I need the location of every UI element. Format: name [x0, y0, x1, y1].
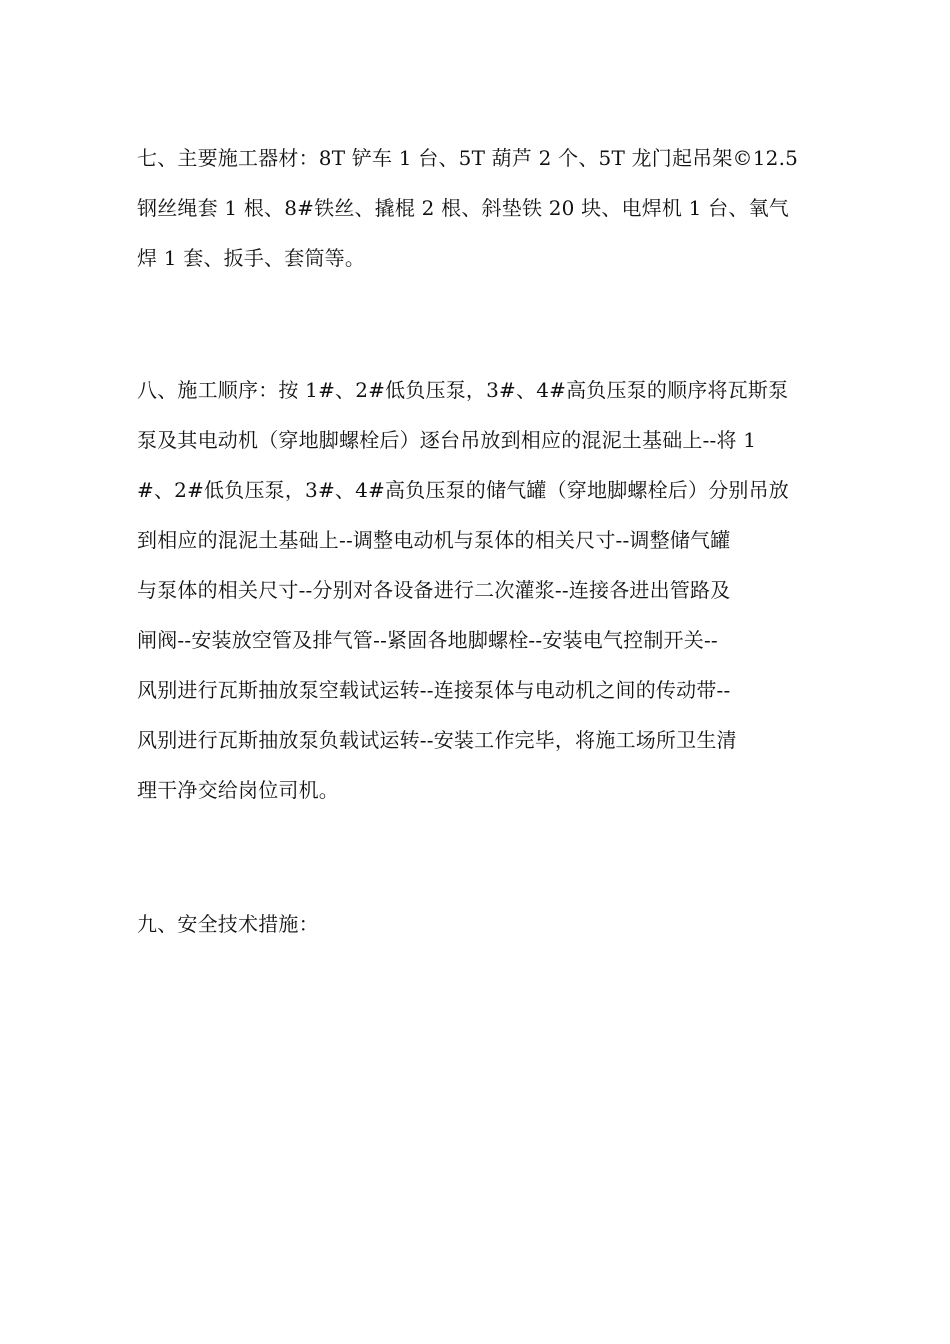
text-line: 八、施工顺序：按 1#、2#低负压泵，3#、4#高负压泵的顺序将瓦斯泵: [137, 378, 789, 402]
text-line: 风别进行瓦斯抽放泵空载试运转--连接泵体与电动机之间的传动带--: [137, 678, 731, 702]
text-line: 理干净交给岗位司机。: [137, 778, 339, 802]
text-line: 风别进行瓦斯抽放泵负载试运转--安装工作完毕，将施工场所卫生清: [137, 728, 737, 752]
text-line: 到相应的混泥土基础上--调整电动机与泵体的相关尺寸--调整储气罐: [137, 528, 731, 552]
section-construction-sequence: [137, 365, 813, 815]
section-heading: 九、安全技术措施：: [137, 912, 319, 936]
text-line: 泵及其电动机（穿地脚螺栓后）逐台吊放到相应的混泥土基础上--将 1: [137, 428, 757, 452]
text-line: 焊 1 套、扳手、套筒等。: [137, 246, 366, 270]
section-safety-measures: [137, 899, 813, 949]
section-equipment: [137, 133, 813, 283]
text-line: 与泵体的相关尺寸--分别对各设备进行二次灌浆--连接各进出管路及: [137, 578, 731, 602]
text-line: #、2#低负压泵，3#、4#高负压泵的储气罐（穿地脚螺栓后）分别吊放: [137, 478, 790, 502]
text-line: 钢丝绳套 1 根、8#铁丝、撬棍 2 根、斜垫铁 20 块、电焊机 1 台、氧气: [137, 196, 789, 220]
text-line: 闸阀--安装放空管及排气管--紧固各地脚螺栓--安装电气控制开关--: [137, 628, 718, 652]
text-line: 七、主要施工器材：8T 铲车 1 台、5T 葫芦 2 个、5T 龙门起吊架©12.5: [137, 146, 799, 170]
